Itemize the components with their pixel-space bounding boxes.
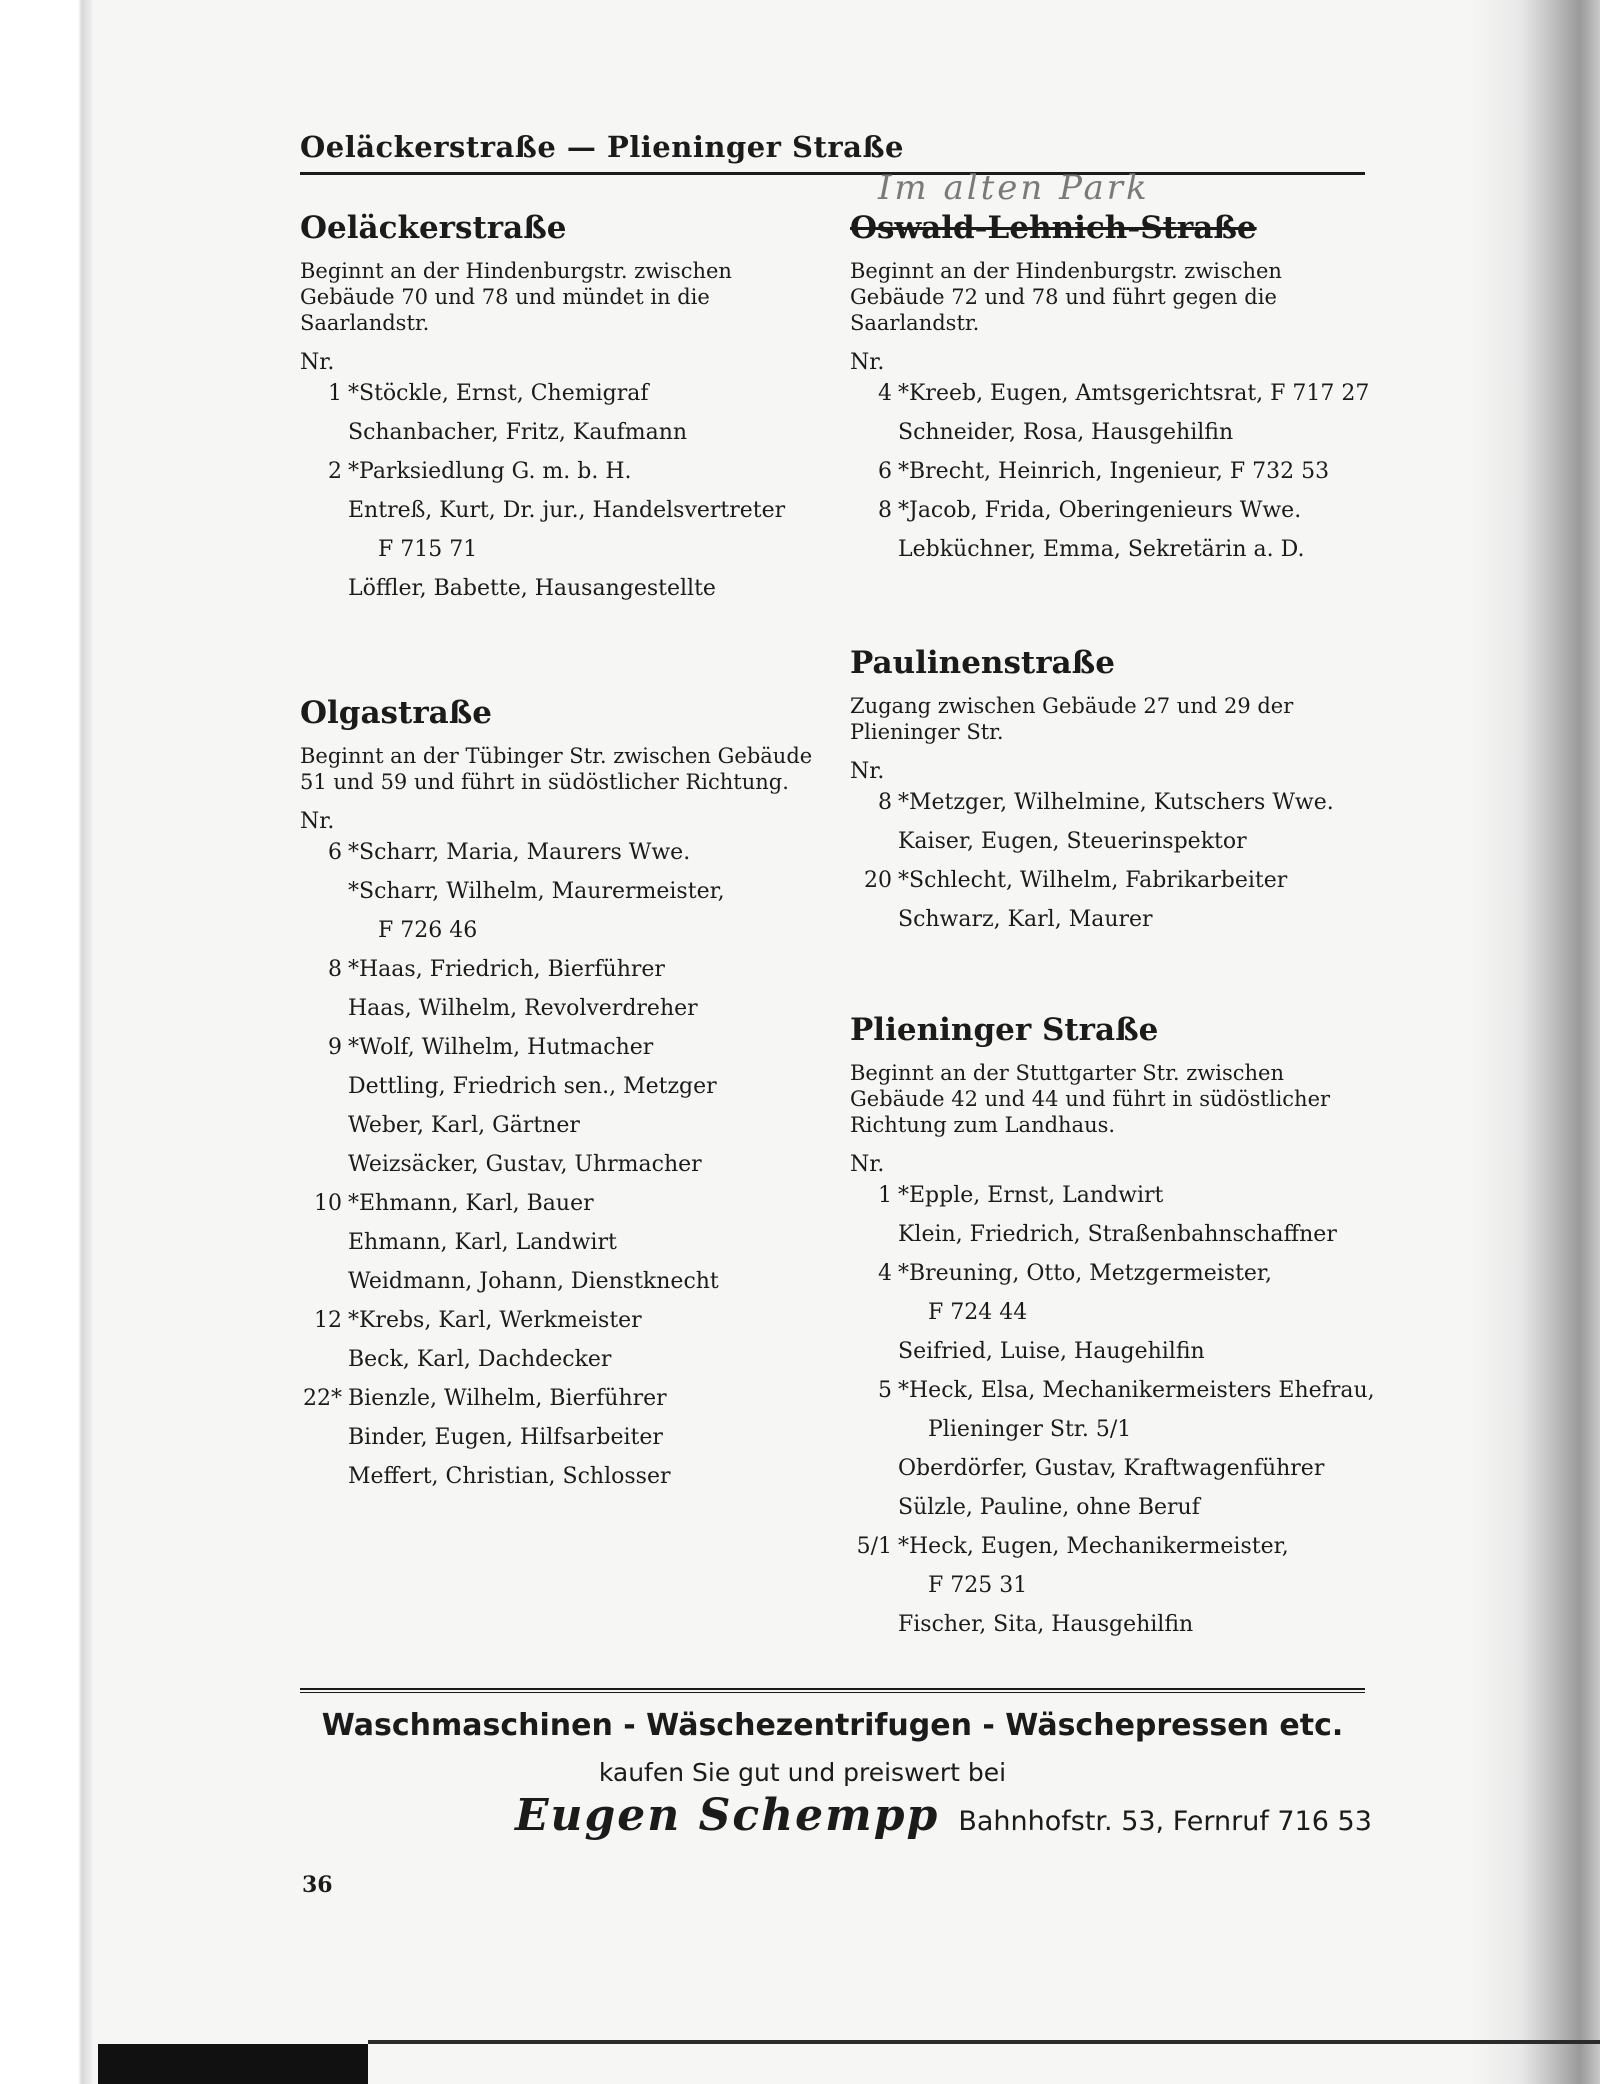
list-item bbox=[850, 1378, 1375, 1404]
ad-subline: kaufen Sie gut und preiswert bei bbox=[598, 1758, 1007, 1787]
list-item bbox=[850, 790, 1370, 816]
house-number: 8 bbox=[878, 790, 892, 815]
list-item bbox=[850, 420, 1370, 446]
street-section-olgastrasse bbox=[300, 695, 820, 1503]
street-description: Beginnt an der Hindenburgstr. zwischen Gebäude 70 und 78 und mündet in die Saarlandstr. bbox=[300, 259, 732, 335]
resident-entry: Seifried, Luise, Haugehilfin bbox=[898, 1339, 1205, 1364]
house-number: 12 bbox=[314, 1308, 342, 1333]
house-number: 20 bbox=[864, 868, 892, 893]
street-description: Beginnt an der Tübinger Str. zwischen Gebäude 51 und 59 und führt in südöstlicher Richtung. bbox=[300, 744, 813, 794]
list-item bbox=[300, 1347, 820, 1373]
list-item bbox=[850, 907, 1370, 933]
house-number: 6 bbox=[328, 840, 342, 865]
ad-company-address: Bahnhofstr. 53, Fernruf 716 53 bbox=[958, 1806, 1372, 1837]
resident-entry: *Krebs, Karl, Werkmeister bbox=[348, 1308, 642, 1333]
resident-entry: Klein, Friedrich, Straßenbahnschaffner bbox=[898, 1222, 1337, 1247]
street-title: Paulinenstraße bbox=[850, 645, 1115, 681]
list-item bbox=[850, 537, 1370, 563]
handwritten-note: Im alten Park bbox=[878, 168, 1150, 208]
resident-entry: *Metzger, Wilhelmine, Kutschers Wwe. bbox=[898, 790, 1334, 815]
resident-entry: F 724 44 bbox=[928, 1300, 1028, 1325]
resident-list bbox=[850, 1183, 1375, 1638]
list-item bbox=[300, 1230, 820, 1256]
list-item bbox=[300, 1464, 820, 1490]
house-number: 4 bbox=[878, 381, 892, 406]
resident-entry: Beck, Karl, Dachdecker bbox=[348, 1347, 612, 1372]
list-item bbox=[850, 1456, 1370, 1482]
resident-entry: Plieninger Str. 5/1 bbox=[928, 1417, 1132, 1442]
resident-entry: Weizsäcker, Gustav, Uhrmacher bbox=[348, 1152, 702, 1177]
street-section-oelaeckerstrasse bbox=[300, 210, 820, 615]
page-header: Oeläckerstraße — Plieninger Straße bbox=[300, 130, 904, 164]
resident-entry: *Brecht, Heinrich, Ingenieur, F 732 53 bbox=[898, 459, 1330, 484]
list-item bbox=[300, 879, 820, 905]
list-item bbox=[300, 840, 820, 866]
list-item bbox=[300, 420, 820, 446]
house-number: 9 bbox=[328, 1035, 342, 1060]
resident-entry: *Scharr, Wilhelm, Maurermeister, bbox=[348, 879, 725, 904]
resident-list bbox=[300, 840, 820, 1490]
resident-entry: *Haas, Friedrich, Bierführer bbox=[348, 957, 665, 982]
resident-list bbox=[850, 790, 1370, 933]
house-number: 2 bbox=[328, 459, 342, 484]
street-description: Zugang zwischen Gebäude 27 und 29 der Plieninger Str. bbox=[850, 694, 1294, 744]
resident-entry: Kaiser, Eugen, Steuerinspektor bbox=[898, 829, 1247, 854]
number-label: Nr. bbox=[850, 350, 885, 375]
number-label: Nr. bbox=[300, 809, 335, 834]
ad-headline: Waschmaschinen - Wäschezentrifugen - Wäschepressen etc. bbox=[321, 1708, 1344, 1743]
resident-entry: *Heck, Elsa, Mechanikermeisters Ehefrau, bbox=[898, 1378, 1375, 1403]
list-item bbox=[850, 829, 1370, 855]
list-item bbox=[300, 498, 820, 524]
list-item bbox=[850, 1222, 1370, 1248]
resident-entry: Oberdörfer, Gustav, Kraftwagenführer bbox=[898, 1456, 1325, 1481]
resident-entry: Fischer, Sita, Hausgehilfin bbox=[898, 1612, 1194, 1637]
list-item bbox=[300, 957, 820, 983]
list-item bbox=[850, 1612, 1370, 1638]
house-number: 5 bbox=[878, 1378, 892, 1403]
list-item bbox=[850, 1183, 1370, 1209]
scan-edge-line bbox=[368, 2040, 1600, 2044]
page-edge-shadow bbox=[1470, 0, 1600, 2084]
number-label: Nr. bbox=[300, 350, 335, 375]
list-item bbox=[300, 918, 820, 944]
list-item bbox=[850, 868, 1370, 894]
resident-entry: *Scharr, Maria, Maurers Wwe. bbox=[348, 840, 691, 865]
number-label: Nr. bbox=[850, 1152, 885, 1177]
list-item bbox=[850, 1573, 1370, 1599]
list-item bbox=[850, 381, 1370, 407]
list-item bbox=[300, 1269, 820, 1295]
resident-entry: Sülzle, Pauline, ohne Beruf bbox=[898, 1495, 1200, 1520]
street-description: Beginnt an der Hindenburgstr. zwischen Gebäude 72 und 78 und führt gegen die Saarlandstr. bbox=[850, 259, 1282, 335]
street-title: Oeläckerstraße bbox=[300, 210, 567, 246]
resident-entry: Weidmann, Johann, Dienstknecht bbox=[348, 1269, 719, 1294]
house-number: 5/1 bbox=[856, 1534, 892, 1559]
resident-entry: *Heck, Eugen, Mechanikermeister, bbox=[898, 1534, 1289, 1559]
list-item bbox=[300, 537, 820, 563]
list-item bbox=[850, 1339, 1370, 1365]
page-number: 36 bbox=[302, 1872, 333, 1898]
street-section-plieninger-strasse bbox=[850, 1012, 1375, 1651]
list-item bbox=[300, 1425, 820, 1451]
list-item bbox=[850, 459, 1370, 485]
house-number: 1 bbox=[328, 381, 342, 406]
resident-entry: Lebküchner, Emma, Sekretärin a. D. bbox=[898, 537, 1305, 562]
ad-company-name: Eugen Schempp bbox=[515, 1790, 940, 1841]
resident-entry: F 726 46 bbox=[378, 918, 478, 943]
house-number: 8 bbox=[328, 957, 342, 982]
resident-entry: Entreß, Kurt, Dr. jur., Handelsvertreter bbox=[348, 498, 786, 523]
list-item bbox=[300, 1386, 820, 1412]
number-label: Nr. bbox=[850, 759, 885, 784]
resident-entry: Binder, Eugen, Hilfsarbeiter bbox=[348, 1425, 663, 1450]
list-item bbox=[300, 1152, 820, 1178]
resident-entry: Weber, Karl, Gärtner bbox=[348, 1113, 580, 1138]
list-item bbox=[850, 1534, 1370, 1560]
binding-shadow bbox=[0, 0, 92, 2084]
house-number: 6 bbox=[878, 459, 892, 484]
scan-edge-dark bbox=[98, 2044, 368, 2084]
list-item bbox=[300, 459, 820, 485]
street-section-oswald-lehnich-strasse bbox=[850, 210, 1370, 576]
resident-entry: *Stöckle, Ernst, Chemigraf bbox=[348, 381, 649, 406]
resident-list bbox=[850, 381, 1370, 563]
resident-entry: Ehmann, Karl, Landwirt bbox=[348, 1230, 617, 1255]
resident-entry: Bienzle, Wilhelm, Bierführer bbox=[348, 1386, 667, 1411]
ad-company-line bbox=[515, 1790, 1372, 1841]
list-item bbox=[300, 1191, 820, 1217]
resident-entry: *Kreeb, Eugen, Amtsgerichtsrat, F 717 27 bbox=[898, 381, 1370, 406]
list-item bbox=[300, 576, 820, 602]
street-title: Oswald-Lehnich-Straße bbox=[850, 210, 1257, 246]
house-number: 8 bbox=[878, 498, 892, 523]
house-number: 22* bbox=[303, 1386, 342, 1411]
street-title: Plieninger Straße bbox=[850, 1012, 1159, 1048]
list-item bbox=[300, 1035, 820, 1061]
resident-entry: F 715 71 bbox=[378, 537, 478, 562]
list-item bbox=[300, 1308, 820, 1334]
resident-entry: Schanbacher, Fritz, Kaufmann bbox=[348, 420, 688, 445]
house-number: 10 bbox=[314, 1191, 342, 1216]
footer-rule-thin bbox=[300, 1692, 1365, 1693]
street-title: Olgastraße bbox=[300, 695, 493, 731]
resident-entry: *Breuning, Otto, Metzgermeister, bbox=[898, 1261, 1273, 1286]
list-item bbox=[850, 1261, 1370, 1287]
resident-entry: Schwarz, Karl, Maurer bbox=[898, 907, 1153, 932]
header-rule bbox=[300, 172, 1365, 175]
resident-list bbox=[300, 381, 820, 602]
list-item bbox=[300, 381, 820, 407]
list-item bbox=[300, 1074, 820, 1100]
resident-entry: *Schlecht, Wilhelm, Fabrikarbeiter bbox=[898, 868, 1288, 893]
list-item bbox=[300, 1113, 820, 1139]
footer-rule bbox=[300, 1688, 1365, 1690]
resident-entry: Haas, Wilhelm, Revolverdreher bbox=[348, 996, 698, 1021]
list-item bbox=[850, 498, 1370, 524]
street-description: Beginnt an der Stuttgarter Str. zwischen Gebäude 42 und 44 und führt in südöstlicher Richtung zum Landhaus. bbox=[850, 1061, 1331, 1137]
house-number: 4 bbox=[878, 1261, 892, 1286]
street-section-paulinenstrasse bbox=[850, 645, 1370, 946]
list-item bbox=[850, 1495, 1370, 1521]
resident-entry: *Wolf, Wilhelm, Hutmacher bbox=[348, 1035, 654, 1060]
list-item bbox=[850, 1417, 1370, 1443]
resident-entry: Dettling, Friedrich sen., Metzger bbox=[348, 1074, 717, 1099]
resident-entry: F 725 31 bbox=[928, 1573, 1028, 1598]
resident-entry: *Jacob, Frida, Oberingenieurs Wwe. bbox=[898, 498, 1302, 523]
list-item bbox=[300, 996, 820, 1022]
resident-entry: Löffler, Babette, Hausangestellte bbox=[348, 576, 716, 601]
resident-entry: Schneider, Rosa, Hausgehilfin bbox=[898, 420, 1234, 445]
resident-entry: Meffert, Christian, Schlosser bbox=[348, 1464, 671, 1489]
house-number: 1 bbox=[878, 1183, 892, 1208]
list-item bbox=[850, 1300, 1370, 1326]
resident-entry: *Epple, Ernst, Landwirt bbox=[898, 1183, 1164, 1208]
resident-entry: *Parksiedlung G. m. b. H. bbox=[348, 459, 632, 484]
resident-entry: *Ehmann, Karl, Bauer bbox=[348, 1191, 594, 1216]
